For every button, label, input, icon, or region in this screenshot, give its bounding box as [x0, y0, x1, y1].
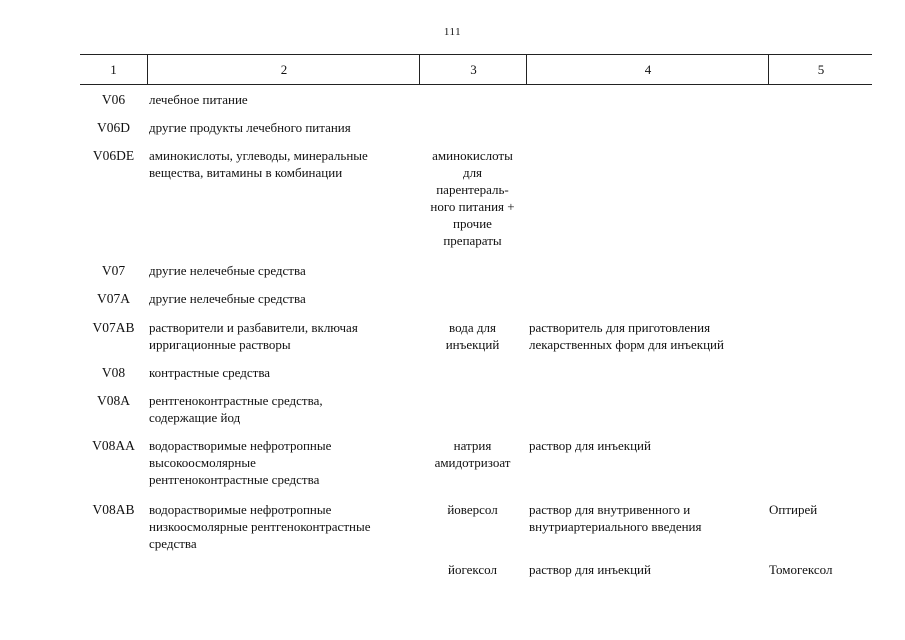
substance-name-line: парентераль-	[436, 182, 509, 197]
page-number: 111	[443, 26, 462, 38]
group-name-line: контрастные средства	[149, 365, 271, 380]
group-name-line: рентгеноконтрастные средства,	[149, 393, 323, 408]
group-name-line: содержащие йод	[149, 410, 241, 425]
dosage-form-line: лекарственных форм для инъекций	[529, 337, 724, 352]
atc-code: V07A	[97, 291, 130, 306]
dosage-form-line: растворитель для приготовления	[529, 320, 711, 335]
dosage-form	[529, 319, 767, 353]
atc-code: V07	[101, 263, 126, 278]
header-col-3: 3	[419, 55, 527, 84]
group-name-line: рентгеноконтрастные средства	[149, 472, 320, 487]
substance-name-line: йоверсол	[447, 502, 498, 517]
atc-code: V08	[101, 365, 126, 380]
atc-code: V06	[101, 92, 126, 107]
group-name-line: аминокислоты, углеводы, минеральные	[149, 148, 368, 163]
group-name-line: высокоосмолярные	[149, 455, 256, 470]
group-name-line: вещества, витамины в комбинации	[149, 165, 343, 180]
group-name-line: водорастворимые нефротропные	[149, 438, 332, 453]
header-col-1: 1	[110, 62, 117, 77]
group-name	[149, 91, 419, 108]
substance-name-line: для	[462, 165, 483, 180]
group-name	[149, 364, 419, 381]
atc-code: V06DE	[92, 148, 135, 163]
substance-name	[419, 501, 526, 518]
atc-code: V08AB	[92, 502, 135, 517]
substance-name-line: ного питания +	[430, 199, 515, 214]
group-name-line: другие нелечебные средства	[149, 263, 306, 278]
substance-name-line: аминокислоты	[432, 148, 513, 163]
atc-code: V08AA	[92, 438, 135, 453]
group-name-line: другие нелечебные средства	[149, 291, 306, 306]
group-name	[149, 262, 419, 279]
substance-name-line: инъекций	[445, 337, 500, 352]
substance-name-line: натрия	[453, 438, 492, 453]
group-name	[149, 147, 419, 181]
substance-name-line: амидотризоат	[434, 455, 511, 470]
dosage-form	[529, 501, 767, 535]
header-col-2: 2	[147, 55, 420, 84]
header-col-4: 4	[526, 55, 769, 84]
dosage-form-line: раствор для инъекций	[529, 438, 651, 453]
group-name-line: другие продукты лечебного питания	[149, 120, 351, 135]
group-name-line: низкоосмолярные рентгеноконтрастные	[149, 519, 371, 534]
atc-code: V06D	[97, 120, 130, 135]
dosage-form-line: внутриартериального введения	[529, 519, 702, 534]
dosage-form	[529, 561, 767, 578]
dosage-form	[529, 437, 767, 454]
substance-name	[419, 561, 526, 578]
header-col-5: 5	[768, 55, 873, 84]
group-name-line: водорастворимые нефротропные	[149, 502, 332, 517]
group-name-line: ирригационные растворы	[149, 337, 291, 352]
substance-name-line: йогексол	[448, 562, 497, 577]
group-name-line: средства	[149, 536, 197, 551]
substance-name-line: прочие	[453, 216, 492, 231]
table-header	[80, 54, 872, 85]
dosage-form-line: раствор для внутривенного и	[529, 502, 691, 517]
group-name	[149, 437, 419, 488]
group-name	[149, 392, 419, 426]
substance-name	[419, 319, 526, 353]
group-name-line: лечебное питание	[149, 92, 248, 107]
substance-name	[419, 147, 526, 249]
substance-name	[419, 437, 526, 471]
group-name-line: растворители и разбавители, включая	[149, 320, 358, 335]
atc-code: V07AB	[92, 320, 135, 335]
group-name	[149, 290, 419, 307]
trade-name: Томогексол	[769, 562, 833, 577]
group-name	[149, 501, 419, 552]
group-name	[149, 319, 419, 353]
atc-code: V08A	[97, 393, 130, 408]
dosage-form-line: раствор для инъекций	[529, 562, 651, 577]
substance-name-line: препараты	[443, 233, 502, 248]
substance-name-line: вода для	[449, 320, 496, 335]
trade-name: Оптирей	[769, 502, 818, 517]
group-name	[149, 119, 419, 136]
